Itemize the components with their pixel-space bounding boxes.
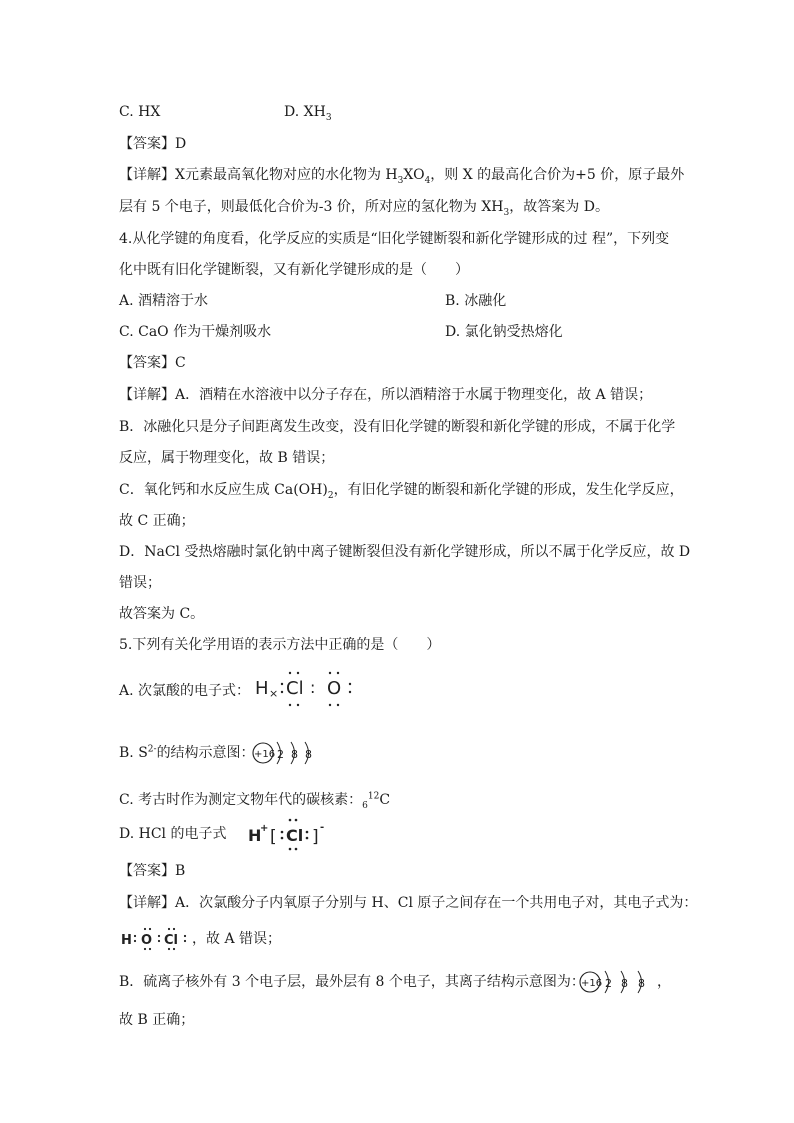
q3-option-c: C. HX [119, 104, 161, 120]
correct-lewis-h: H [121, 933, 132, 948]
lewis-o: O [327, 678, 342, 699]
q4-answer: 【答案】C [119, 355, 186, 371]
hclo-lewis-structure-wrong [252, 666, 362, 710]
nucleus-charge: +16 [254, 749, 276, 760]
ionic-cl: Cl [286, 826, 304, 845]
q4-stem-line2: 化中既有旧化学键断裂，又有新化学键形成的是（ ） [119, 262, 469, 278]
q4-detail-b-line2: 反应，属于物理变化，故 B 错误； [119, 450, 335, 466]
q4-detail-c-line1: C．氧化钙和水反应生成 $Ca(OH)_2$，有旧化学键的断裂和新化学键的形成，发生化学反应， [119, 482, 684, 501]
correct-nucleus-charge: +16 [581, 978, 603, 989]
q4-detail-b-line1: B．冰融化只是分子间距离发生改变，没有旧化学键的断裂和新化学键的形成，不属于化学 [119, 419, 676, 435]
lewis-colon: : [310, 678, 316, 697]
q5-option-c: C. 考古时作为测定文物年代的碳核素：$_6^{12}$C [119, 791, 391, 811]
sulfide-ion-structure-correct [577, 966, 657, 998]
q4-detail-a: 【详解】A．酒精在水溶液中以分子存在，所以酒精溶于水属于物理变化，故 A 错误； [119, 387, 653, 403]
q5-detail-b-comma: ， [657, 974, 671, 990]
q3-detail-line1: 【详解】X元素最高氧化物对应的水化物为 $H_3XO_4$，则 X 的最高化合价为+5 价，原子最外 [119, 167, 685, 186]
q3-answer: 【答案】D [119, 136, 187, 152]
q4-option-b: B. 冰融化 [445, 293, 507, 309]
shell-count-1: 2 [277, 748, 284, 761]
ionic-h: H [248, 826, 262, 845]
q5-option-b: B. $S^{2-}$的结构示意图： [119, 744, 255, 761]
shell-count-3: 8 [305, 748, 312, 761]
lewis-cl: Cl [286, 678, 304, 699]
q5-detail-a: 【详解】A．次氯酸分子内氧原子分别与 H、Cl 原子之间存在一个共用电子对，其电子式为： [119, 895, 698, 911]
q5-answer: 【答案】B [119, 863, 186, 879]
hclo-lewis-structure-correct [119, 924, 191, 954]
q4-conclusion: 故答案为 C。 [119, 606, 205, 622]
q5-option-d: D. HCl 的电子式 [119, 826, 227, 842]
ionic-plus: + [260, 823, 269, 834]
lewis-x: × [269, 687, 279, 700]
hcl-ionic-lewis-structure [246, 815, 336, 853]
q3-detail-line2: 层有 5 个电子，则最低化合价为-3 价，所对应的氢化物为 $XH_3$，故答案为 D。 [119, 199, 609, 218]
q4-detail-c-line2: 故 C 正确； [119, 513, 195, 529]
correct-shell-count-1: 2 [605, 977, 612, 990]
correct-lewis-o: O [141, 933, 153, 948]
correct-shell-count-2: 8 [621, 977, 628, 990]
q4-detail-d-line2: 错误； [119, 575, 161, 591]
q5-option-a: A. 次氯酸的电子式： [119, 683, 251, 699]
ionic-minus: - [320, 822, 325, 833]
sulfide-ion-structure-diagram [250, 737, 325, 769]
q5-detail-a-line2: ，故 A 错误； [192, 931, 282, 947]
q5-detail-b-line2: 故 B 正确； [119, 1012, 195, 1028]
correct-lewis-cl: Cl [164, 933, 178, 948]
q4-option-c: C. CaO 作为干燥剂吸水 [119, 324, 272, 340]
q4-option-d: D. 氯化钠受热熔化 [445, 324, 563, 340]
q4-option-a: A. 酒精溶于水 [119, 293, 209, 309]
q4-detail-d-line1: D．NaCl 受热熔融时氯化钠中离子键断裂但没有新化学键形成，所以不属于化学反应，故 D [119, 544, 691, 560]
q5-stem: 5.下列有关化学用语的表示方法中正确的是（ ） [119, 637, 441, 653]
q4-stem-line1: 4.从化学键的角度看，化学反应的实质是“旧化学键断裂和新化学键形成的过 程”，下列变 [119, 231, 670, 247]
shell-count-2: 8 [291, 748, 298, 761]
q3-option-d: D. $XH_3$ [284, 104, 332, 123]
q5-detail-b-line1: B．硫离子核外有 3 个电子层，最外层有 8 个电子，其离子结构示意图为： [119, 974, 585, 990]
bracket-left: [ [270, 827, 277, 847]
bracket-right: ] [312, 827, 319, 847]
lewis-h: H [255, 678, 269, 699]
correct-shell-count-3: 8 [638, 977, 645, 990]
